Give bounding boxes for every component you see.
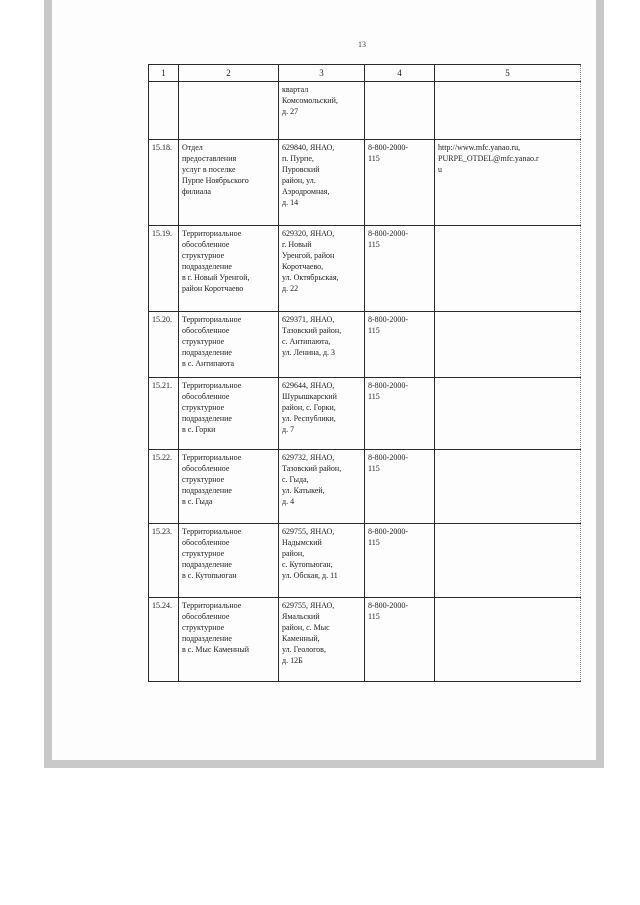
- row-number: 15.19.: [149, 226, 179, 312]
- office-address: 629644, ЯНАО, Шурышкарский район, с. Горки, ул. Республики, д. 7: [279, 378, 365, 450]
- office-site: [435, 450, 581, 524]
- office-phone: 8-800-2000- 115: [365, 524, 435, 598]
- row-number: 15.18.: [149, 140, 179, 226]
- office-site: [435, 82, 581, 140]
- office-name: Отдел предоставления услуг в поселке Пурпе Ноябрьского филиала: [179, 140, 279, 226]
- office-phone: 8-800-2000- 115: [365, 226, 435, 312]
- table-row: [149, 82, 581, 140]
- office-phone: 8-800-2000- 115: [365, 140, 435, 226]
- office-site: [435, 312, 581, 378]
- office-name: Территориальное обособленное структурное подразделение в с. Кутопьюган: [179, 524, 279, 598]
- office-name: Территориальное обособленное структурное подразделение в г. Новый Уренгой, район Коротчаево: [179, 226, 279, 312]
- table-row: [149, 524, 581, 598]
- office-name: Территориальное обособленное структурное подразделение в с. Антипаюта: [179, 312, 279, 378]
- table-row: [149, 378, 581, 450]
- office-name: Территориальное обособленное структурное подразделение в с. Горки: [179, 378, 279, 450]
- office-address: 629320, ЯНАО, г. Новый Уренгой, район Коротчаево, ул. Октябрьская, д. 22: [279, 226, 365, 312]
- office-phone: [365, 82, 435, 140]
- row-number: 15.20.: [149, 312, 179, 378]
- table-row: [149, 598, 581, 682]
- column-header: 4: [365, 65, 435, 82]
- table-row: [149, 450, 581, 524]
- office-address: 629755, ЯНАО, Надымский район, с. Кутопьюган, ул. Обская, д. 11: [279, 524, 365, 598]
- office-name: Территориальное обособленное структурное подразделение в с. Гыда: [179, 450, 279, 524]
- document-sheet: [52, 0, 596, 760]
- office-site: [435, 598, 581, 682]
- table-row: [149, 140, 581, 226]
- row-number: [149, 82, 179, 140]
- office-address: 629732, ЯНАО, Тазовский район, с. Гыда, ул. Катыкей, д. 4: [279, 450, 365, 524]
- office-address: квартал Комсомольский, д. 27: [279, 82, 365, 140]
- row-number: 15.23.: [149, 524, 179, 598]
- page-number: 13: [358, 40, 366, 49]
- office-phone: 8-800-2000- 115: [365, 598, 435, 682]
- office-phone: 8-800-2000- 115: [365, 450, 435, 524]
- table-row: [149, 226, 581, 312]
- office-address: 629755, ЯНАО, Ямальский район, с. Мыс Каменный, ул. Геологов, д. 12Б: [279, 598, 365, 682]
- office-phone: 8-800-2000- 115: [365, 378, 435, 450]
- office-name: [179, 82, 279, 140]
- office-phone: 8-800-2000- 115: [365, 312, 435, 378]
- offices-table: [148, 64, 581, 682]
- table-row: [149, 312, 581, 378]
- scanned-page-border: [44, 0, 604, 768]
- office-site: http://www.mfc.yanao.ru, PURPE_OTDEL@mfc.yanao.r u: [435, 140, 581, 226]
- office-name: Территориальное обособленное структурное подразделение в с. Мыс Каменный: [179, 598, 279, 682]
- row-number: 15.24.: [149, 598, 179, 682]
- row-number: 15.21.: [149, 378, 179, 450]
- office-address: 629840, ЯНАО, п. Пурпе, Пуровский район, ул. Аэродромная, д. 14: [279, 140, 365, 226]
- office-address: 629371, ЯНАО, Тазовский район, с. Антипаюта, ул. Ленина, д. 3: [279, 312, 365, 378]
- column-header: 5: [435, 65, 581, 82]
- column-header: 3: [279, 65, 365, 82]
- office-site: [435, 226, 581, 312]
- column-header: 1: [149, 65, 179, 82]
- column-header: 2: [179, 65, 279, 82]
- office-site: [435, 378, 581, 450]
- table-header-row: [149, 65, 581, 82]
- row-number: 15.22.: [149, 450, 179, 524]
- office-site: [435, 524, 581, 598]
